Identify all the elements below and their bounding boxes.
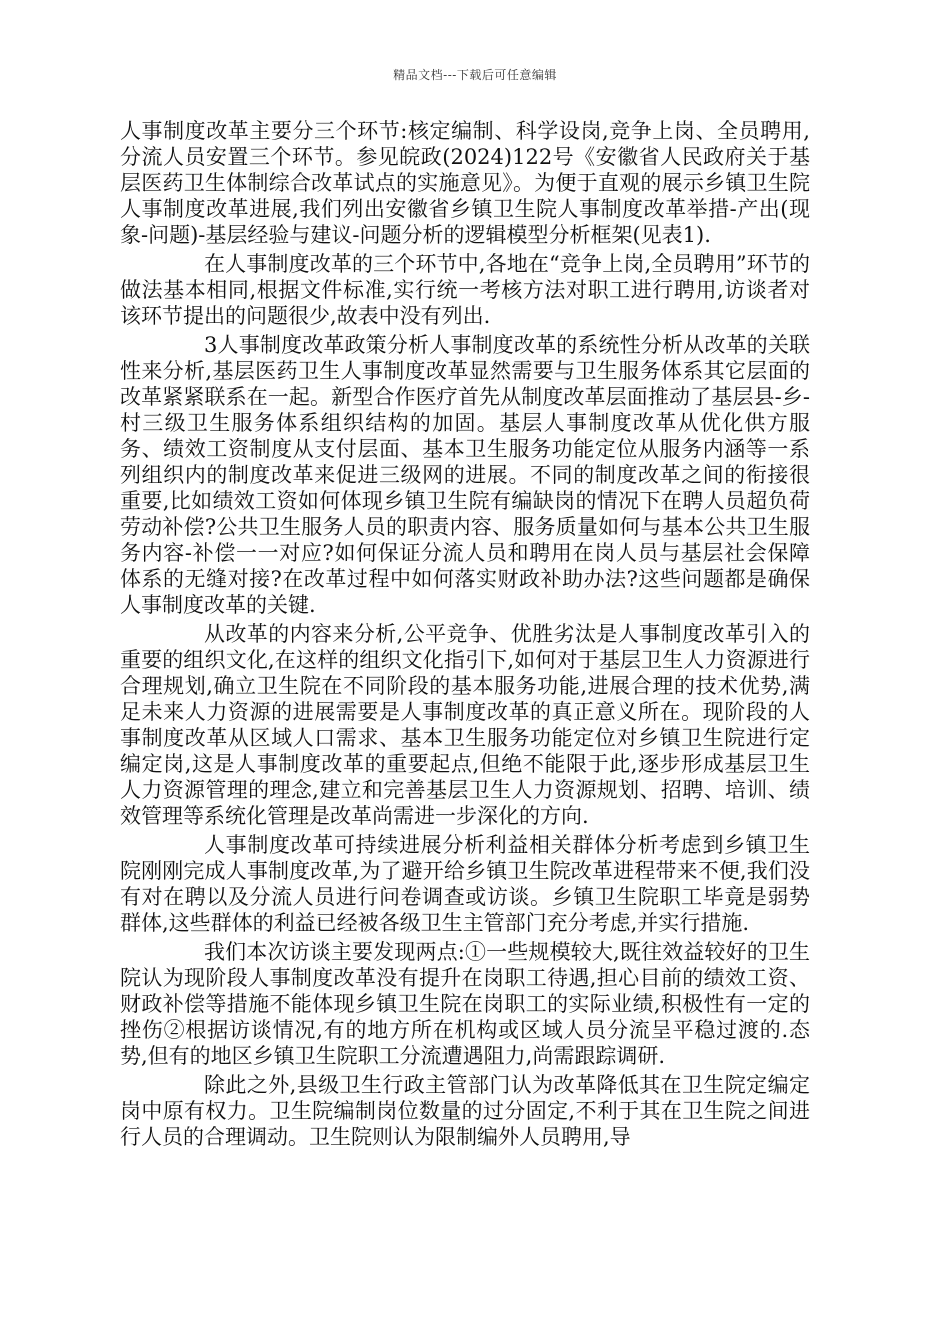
paragraph-3: 3人事制度改革政策分析人事制度改革的系统性分析从改革的关联性来分析,基层医药卫生人事制度改革显然需要与卫生服务体系其它层面的改革紧紧联系在一起。新型合作医疗首先从制度改革层面推动了基层县-乡-村三级卫生服务体系组织结构的加固。基层人事制度改革从优化供方服务、绩效工资制度从支付层面、基本卫生服务功能定位从服务内涵等一系列组织内的制度改革来促进三级网的进展。不同的制度改革之间的衔接很重要,比如绩效工资如何体现乡镇卫生院有编缺岗的情况下在聘人员超负荷劳动补偿?公共卫生服务人员的职责内容、服务质量如何与基本公共卫生服务内容-补偿一一对应?如何保证分流人员和聘用在岗人员与基层社会保障体系的无缝对接?在改革过程中如何落实财政补助办法?这些问题都是确保人事制度改革的关键. xyxy=(120,333,810,617)
paragraph-6: 我们本次访谈主要发现两点:①一些规模较大,既往效益较好的卫生院认为现阶段人事制度改革没有提升在岗职工待遇,担心目前的绩效工资、财政补偿等措施不能体现乡镇卫生院在岗职工的实际业绩,积极性有一定的挫伤②根据访谈情况,有的地方所在机构或区域人员分流呈平稳过渡的.态势,但有的地区乡镇卫生院职工分流遭遇阻力,尚需跟踪调研. xyxy=(120,940,810,1068)
page-header: 精品文档---下载后可任意编辑 xyxy=(393,68,557,82)
document-body xyxy=(120,118,810,1153)
paragraph-7: 除此之外,县级卫生行政主管部门认为改革降低其在卫生院定编定岗中原有权力。卫生院编制岗位数量的过分固定,不利于其在卫生院之间进行人员的合理调动。卫生院则认为限制编外人员聘用,导 xyxy=(120,1073,810,1149)
paragraph-4: 从改革的内容来分析,公平竞争、优胜劣汰是人事制度改革引入的重要的组织文化,在这样的组织文化指引下,如何对于基层卫生人力资源进行合理规划,确立卫生院在不同阶段的基本服务功能,进展合理的技术优势,满足未来人力资源的进展需要是人事制度改革的真正意义所在。现阶段的人事制度改革从区域人口需求、基本卫生服务功能定位对乡镇卫生院进行定编定岗,这是人事制度改革的重要起点,但绝不能限于此,逐步形成基层卫生人力资源管理的理念,建立和完善基层卫生人力资源规划、招聘、培训、绩效管理等系统化管理是改革尚需进一步深化的方向. xyxy=(120,622,810,828)
paragraph-1: 人事制度改革主要分三个环节:核定编制、科学设岗,竞争上岗、全员聘用,分流人员安置三个环节。参见皖政(2024)122号《安徽省人民政府关于基层医药卫生体制综合改革试点的实施意见》。为便于直观的展示乡镇卫生院人事制度改革进展,我们列出安徽省乡镇卫生院人事制度改革举措-产出(现象-问题)-基层经验与建议-问题分析的逻辑模型分析框架(见表1). xyxy=(120,119,810,247)
paragraph-2: 在人事制度改革的三个环节中,各地在“竞争上岗,全员聘用”环节的做法基本相同,根据文件标准,实行统一考核方法对职工进行聘用,访谈者对该环节提出的问题很少,故表中没有列出. xyxy=(120,252,810,328)
paragraph-5: 人事制度改革可持续进展分析利益相关群体分析考虑到乡镇卫生院刚刚完成人事制度改革,为了避开给乡镇卫生院改革进程带来不便,我们没有对在聘以及分流人员进行问卷调查或访谈。乡镇卫生院职工毕竟是弱势群体,这些群体的利益已经被各级卫生主管部门充分考虑,并实行措施. xyxy=(120,833,810,935)
